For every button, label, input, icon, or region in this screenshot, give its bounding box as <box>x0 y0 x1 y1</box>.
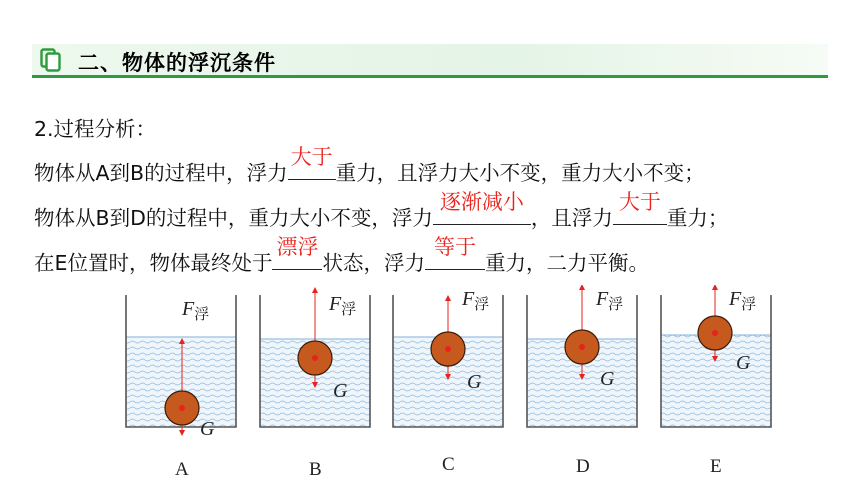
line-2-answer-2: 大于 <box>618 190 661 214</box>
gravity-label: G <box>333 380 348 402</box>
ball-center-dot <box>312 355 318 361</box>
buoyancy-subscript: 浮 <box>194 305 210 323</box>
line-1-after: 重力，且浮力大小不变，重力大小不变； <box>335 161 705 185</box>
buoyancy-subscript: 浮 <box>741 295 757 313</box>
ball-center-dot <box>712 330 718 336</box>
line-3-after: 重力，二力平衡。 <box>484 251 649 275</box>
container-c <box>393 288 503 475</box>
line-3-before: 在E位置时，物体最终处于 <box>34 251 273 275</box>
header-title: 二、物体的浮沉条件 <box>78 51 276 75</box>
container-label: A <box>175 459 189 480</box>
container-label: D <box>576 456 590 477</box>
buoyancy-label: $F_浮$ <box>182 298 210 323</box>
gravity-label: G <box>600 368 615 390</box>
line-2-blank-1 <box>433 190 531 225</box>
ball-center-dot <box>179 405 185 411</box>
line-2-before: 物体从B到D的过程中，重力大小不变，浮力 <box>34 206 433 230</box>
gravity-label: G <box>467 371 482 393</box>
ball-center-dot <box>445 346 451 352</box>
line-3-blank-1 <box>272 235 322 270</box>
buoyancy-subscript: 浮 <box>341 300 357 318</box>
line-3-blank-2 <box>425 235 485 270</box>
container-e <box>661 287 771 477</box>
ball-center-dot <box>579 344 585 350</box>
analysis-line-2 <box>34 190 729 231</box>
line-1-answer: 大于 <box>290 145 333 169</box>
line-3-middle: 状态，浮力 <box>322 251 425 275</box>
container-label: B <box>309 459 322 480</box>
buoyancy-subscript: 浮 <box>474 295 490 313</box>
container-d <box>527 287 637 477</box>
buoyancy-label: $F_浮$ <box>729 288 757 313</box>
buoyancy-subscript: 浮 <box>608 295 624 313</box>
analysis-line-3 <box>34 235 649 276</box>
document-icon <box>40 48 62 72</box>
section-header <box>32 44 828 80</box>
container-label: E <box>710 456 722 477</box>
line-2-after: 重力； <box>666 206 729 230</box>
container-a <box>126 295 236 480</box>
section-title: 2.过程分析： <box>34 117 157 141</box>
analysis-line-1 <box>34 145 705 186</box>
line-1-blank <box>288 145 336 180</box>
buoyancy-label: $F_浮$ <box>329 293 357 318</box>
line-3-answer-2: 等于 <box>433 235 476 259</box>
line-2-answer-1: 逐渐减小 <box>439 190 524 214</box>
buoyancy-label: $F_浮$ <box>596 288 624 313</box>
line-1-before: 物体从A到B的过程中，浮力 <box>34 161 288 185</box>
gravity-label: G <box>200 418 215 440</box>
buoyancy-label: $F_浮$ <box>462 288 490 313</box>
line-3-answer-1: 漂浮 <box>276 235 319 259</box>
container-label: C <box>442 454 455 475</box>
container-b <box>260 290 370 480</box>
buoyancy-diagram <box>0 285 860 484</box>
line-2-blank-2 <box>613 190 667 225</box>
gravity-label: G <box>736 352 751 374</box>
line-2-middle: ，且浮力 <box>530 206 613 230</box>
